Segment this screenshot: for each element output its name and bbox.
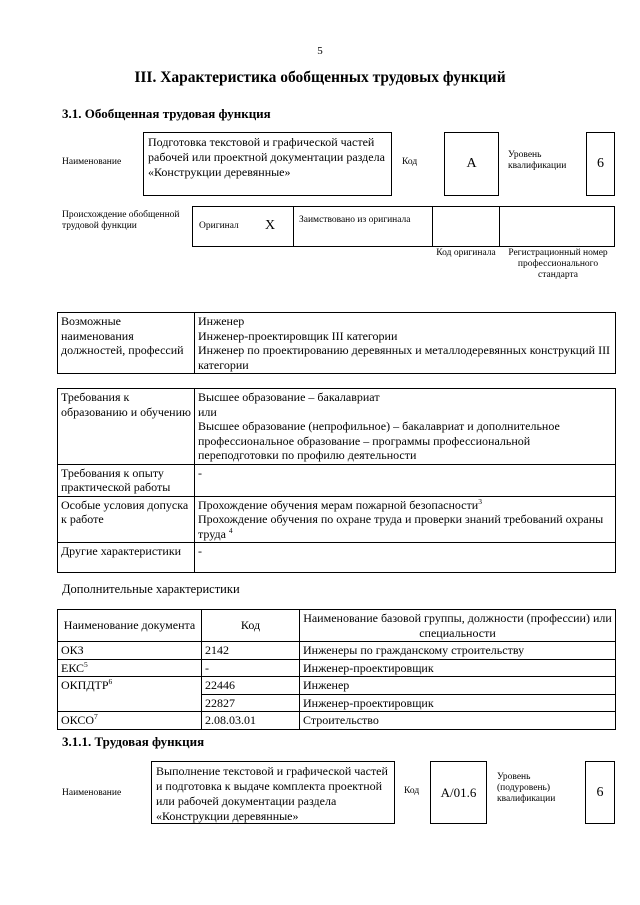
row-name: Инженеры по гражданскому строительству [300,642,616,660]
row-code: - [202,659,300,677]
gtf-code-label: Код [402,157,418,167]
row-document: ОКЗ [61,643,84,657]
education-line: Высшее образование (непрофильное) – бакалавриат и дополнительное профессиональное образование – программы профессиональной переподготовки по профилю деятельности [198,419,560,462]
positions-values [195,313,616,374]
column-header-document: Наименование документа [58,610,202,642]
row-code: 22827 [202,694,300,712]
condition-1-footnote: 3 [478,496,482,506]
borrowed-cell [293,206,433,247]
row-name: Инженер-проектировщик [300,659,616,677]
conditions-values [195,496,616,543]
row-document: ЕКС [61,660,85,675]
column-header-code: Код [202,610,300,642]
experience-label: Требования к опыту практической работы [58,464,195,496]
original-mark: X [265,218,276,233]
condition-2-text: Прохождение обучения по охране труда и проверки знаний требований охраны труда [198,512,604,541]
tf-code-label: Код [404,786,420,796]
gtf-name-label: Наименование [62,157,122,167]
original-label: Оригинал [199,221,239,231]
position-item: Инженер по проектированию деревянных и металлодеревянных конструкций III категории [198,343,611,372]
table-row [58,677,616,695]
experience-value: - [195,464,616,496]
row-footnote: 7 [94,712,98,721]
position-item: Инженер-проектировщик III категории [198,328,398,343]
requirements-table [57,388,616,573]
tf-level-value: 6 [585,761,615,824]
gtf-heading: 3.1. Обобщенная трудовая функция [62,106,271,121]
tf-heading: 3.1.1. Трудовая функция [62,734,205,749]
page-number: 5 [317,45,323,57]
row-document: ОКПДТР [61,678,109,692]
positions-label: Возможные наименования должностей, профессий [58,313,195,374]
conditions-label: Особые условия допуска к работе [58,496,195,543]
tf-code-value: А/01.6 [430,761,487,824]
additional-heading: Дополнительные характеристики [62,582,240,596]
condition-line [198,512,612,541]
table-row [58,642,616,660]
other-label: Другие характеристики [58,543,195,573]
row-code: 2142 [202,642,300,660]
tf-level-label: Уровень (подуровень) квалификации [497,772,556,804]
position-item: Инженер [198,314,245,328]
row-name: Строительство [300,712,616,730]
row-code: 22446 [202,677,300,695]
other-value: - [195,543,616,573]
column-header-name: Наименование базовой группы, должности (профессии) или специальности [300,610,616,642]
condition-2-footnote: 4 [228,525,233,535]
reg-number-cell [499,206,615,247]
positions-table [57,312,616,374]
education-values [195,389,616,465]
education-line: Высшее образование – бакалавриат [198,390,380,404]
reg-number-label: Регистрационный номер профессионального стандарта [508,248,608,280]
row-code: 2.08.03.01 [202,712,300,730]
origin-label: Происхождение обобщенной трудовой функции [62,210,180,231]
row-footnote: 5 [84,659,88,669]
table-row [58,712,616,730]
table-row [58,659,616,677]
code-original-cell [432,206,500,247]
tf-name-value: Выполнение текстовой и графической частей и подготовка к выдаче комплекта проектной или рабочей документации раздела «Конструкции деревянные» [151,761,395,824]
gtf-code-value: А [444,132,499,196]
borrowed-label: Заимствовано из оригинала [299,215,411,225]
section-title: III. Характеристика обобщенных трудовых функций [134,69,506,86]
education-line: или [198,404,217,419]
gtf-name-value: Подготовка текстовой и графической частей рабочей или проектной документации раздела «Конструкции деревянные» [143,132,392,196]
gtf-level-value: 6 [586,132,615,196]
code-original-label: Код оригинала [436,248,496,258]
row-name: Инженер-проектировщик [300,694,616,712]
row-footnote: 6 [108,677,113,686]
row-name: Инженер [300,677,616,695]
condition-1-text: Прохождение обучения мерам пожарной безопасности [198,497,479,512]
education-label: Требования к образованию и обучению [58,389,195,465]
tf-name-label: Наименование [62,788,122,798]
gtf-level-label: Уровень квалификации [508,150,567,171]
additional-table [57,609,616,730]
condition-line [198,498,612,513]
table-row [58,694,616,712]
row-document: ОКСО [61,713,95,727]
original-cell [192,206,294,247]
